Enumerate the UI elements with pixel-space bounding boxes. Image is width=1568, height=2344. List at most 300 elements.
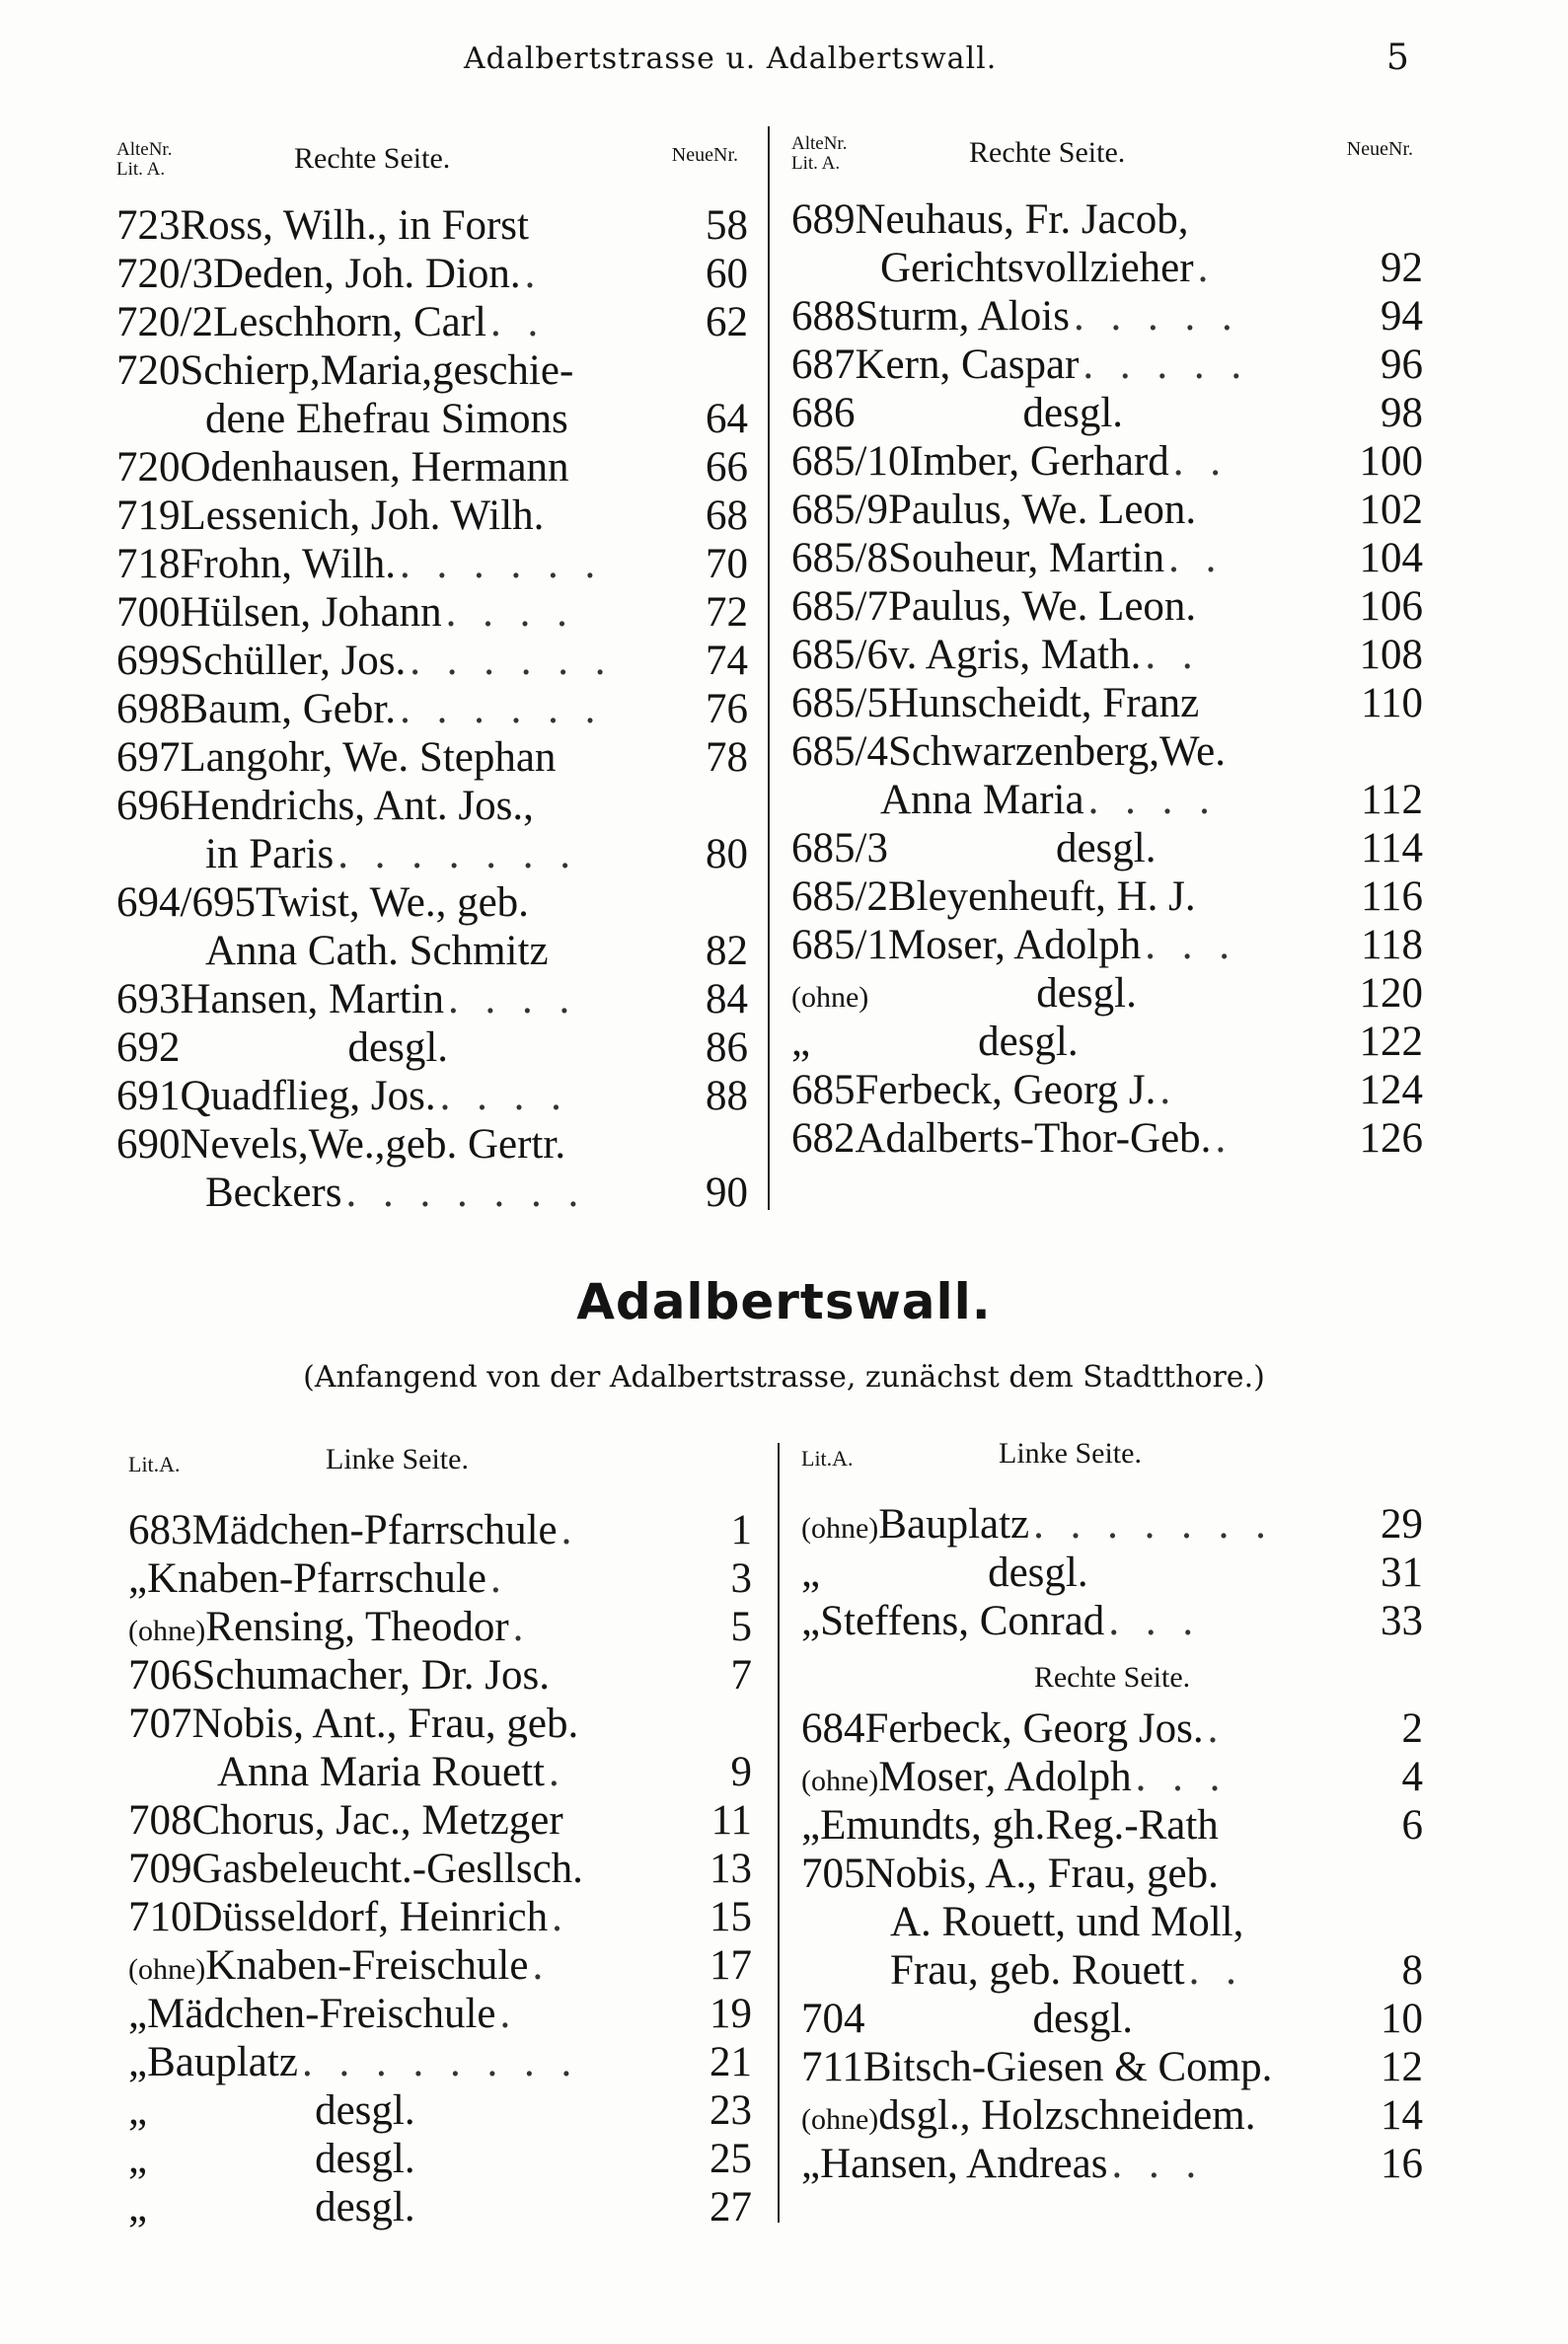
list-item <box>128 1893 752 1941</box>
list-item <box>801 1898 1423 1946</box>
leader-dots: . <box>1215 1115 1234 1162</box>
entry-name: desgl. <box>978 1019 1079 1065</box>
new-number: 13 <box>709 1846 752 1892</box>
list-item <box>128 1603 752 1651</box>
old-number: 709 <box>128 1846 192 1892</box>
side-heading: Rechte Seite. <box>294 142 451 175</box>
column-header <box>116 136 748 201</box>
entry-name: Gasbeleucht.-Gesllsch. <box>191 1846 583 1892</box>
list-item <box>801 1500 1423 1549</box>
new-number: 6 <box>1401 1802 1423 1849</box>
entry-name: Mädchen-Pfarrschule <box>191 1507 558 1553</box>
entry-name: Paulus, We. Leon. <box>887 487 1197 533</box>
new-number: 16 <box>1381 2141 1423 2187</box>
entry-name: Hansen, Andreas <box>820 2141 1108 2187</box>
leader-dots: . . <box>489 299 547 345</box>
new-number: 74 <box>706 638 748 684</box>
old-number: 697 <box>116 734 181 781</box>
entry-name: Frohn, Wilh. <box>180 541 396 587</box>
entry-name: Moser, Adolph <box>878 1754 1132 1800</box>
old-number: 720/2 <box>116 299 213 345</box>
leader-dots: . <box>560 1507 580 1553</box>
entry-name: desgl. <box>988 1550 1088 1596</box>
new-number: 7 <box>730 1652 752 1699</box>
old-number: „ <box>801 1550 821 1596</box>
list-item <box>128 1554 752 1603</box>
entry-name: Quadflieg, Jos. <box>180 1073 436 1119</box>
entry-name: Frau, geb. Rouett <box>890 1947 1185 1994</box>
old-number-heading: AlteNr. Lit. A. <box>791 133 848 174</box>
entry-name: Ferbeck, Georg J. <box>855 1067 1157 1113</box>
entry-list <box>116 201 748 1217</box>
entry-name: Twist, We., geb. <box>255 879 529 926</box>
entry-name: Paulus, We. Leon. <box>887 583 1197 630</box>
entry-name: desgl. <box>347 1024 449 1071</box>
list-item <box>116 830 748 878</box>
new-number: 100 <box>1359 438 1423 485</box>
leader-dots: . . . . . . <box>410 638 614 684</box>
leader-dots: . <box>1197 245 1217 291</box>
old-number: 692 <box>116 1024 181 1071</box>
old-number: 685/7 <box>791 583 888 630</box>
leader-dots: . . . . <box>445 589 575 636</box>
column-header <box>128 1441 752 1506</box>
list-item <box>791 486 1423 534</box>
list-item <box>128 1796 752 1845</box>
entry-name: Leschhorn, Carl <box>212 299 486 345</box>
entry-name: Ferbeck, Georg Jos. <box>864 1705 1204 1752</box>
old-number: 693 <box>116 976 181 1022</box>
old-number: 691 <box>116 1073 181 1119</box>
list-item <box>116 346 748 395</box>
old-number: 700 <box>116 589 181 636</box>
entry-name: Moser, Adolph <box>887 922 1142 968</box>
leader-dots: . <box>499 1991 519 2037</box>
old-number: 699 <box>116 638 181 684</box>
list-item <box>791 437 1423 486</box>
new-number: 11 <box>710 1797 752 1844</box>
old-number: 685/8 <box>791 535 888 581</box>
list-item <box>116 588 748 637</box>
entry-name: Baum, Gebr. <box>180 686 397 732</box>
entry-name: desgl. <box>1022 390 1124 436</box>
entry-name: Hansen, Martin <box>180 976 444 1022</box>
list-item <box>128 2038 752 2086</box>
new-number: 126 <box>1359 1115 1423 1162</box>
old-number: 720 <box>116 347 181 394</box>
list-item <box>801 1704 1423 1753</box>
list-item <box>116 298 748 346</box>
old-number: 687 <box>791 341 856 388</box>
old-number: 720 <box>116 444 181 491</box>
list-item <box>791 389 1423 437</box>
entry-name: Neuhaus, Fr. Jacob, <box>855 196 1189 243</box>
leader-dots: . <box>552 1894 570 1940</box>
old-number: „ <box>128 1991 148 2037</box>
list-item <box>116 491 748 540</box>
entry-name: desgl. <box>1032 1996 1134 2042</box>
new-number: 82 <box>706 928 748 974</box>
entry-name: Bleyenheuft, H. J. <box>887 873 1196 920</box>
list-item <box>116 878 748 927</box>
new-number: 12 <box>1381 2044 1423 2090</box>
new-number: 3 <box>730 1555 752 1602</box>
old-number: 685/2 <box>791 873 888 920</box>
old-number: „ <box>801 1802 821 1849</box>
old-number: 694/695 <box>116 879 256 926</box>
old-number: 718 <box>116 541 181 587</box>
running-head: Adalbertstrasse u. Adalbertswall. <box>464 41 998 76</box>
new-number: 23 <box>709 2087 752 2134</box>
new-number: 60 <box>706 251 748 297</box>
new-number: 106 <box>1359 583 1423 630</box>
new-number: 29 <box>1381 1501 1423 1548</box>
list-item <box>801 1753 1423 1801</box>
leader-dots: . <box>1159 1067 1179 1113</box>
old-number: „ <box>801 1598 821 1644</box>
entry-name: desgl. <box>1055 825 1157 871</box>
list-item <box>128 1845 752 1893</box>
old-number: 705 <box>801 1851 865 1897</box>
list-item <box>116 685 748 733</box>
leader-dots: . <box>532 1942 552 1989</box>
new-number-heading: NeueNr. <box>1346 138 1413 160</box>
new-number: 96 <box>1381 341 1423 388</box>
entry-name: Rensing, Theodor <box>205 1604 509 1650</box>
leader-dots: . <box>524 251 544 297</box>
list-item <box>791 1018 1423 1066</box>
new-number: 124 <box>1359 1067 1423 1113</box>
entry-name: dsgl., Holzschneidem. <box>878 2092 1256 2139</box>
list-item <box>128 2183 752 2231</box>
list-item <box>791 727 1423 776</box>
list-item <box>128 1748 752 1796</box>
list-item <box>791 1114 1423 1163</box>
list-item <box>801 1801 1423 1850</box>
new-number: 66 <box>706 444 748 491</box>
new-number: 120 <box>1359 970 1423 1017</box>
list-item <box>801 2091 1423 2140</box>
list-item <box>791 872 1423 921</box>
new-number: 8 <box>1401 1947 1423 1994</box>
leader-dots: . . <box>1168 535 1225 581</box>
list-item <box>116 733 748 782</box>
new-number: 114 <box>1361 825 1423 871</box>
new-number: 78 <box>706 734 748 781</box>
bottom-right-column <box>801 1435 1423 2188</box>
new-number: 90 <box>706 1170 748 1216</box>
new-number: 72 <box>706 589 748 636</box>
entry-name: Odenhausen, Hermann <box>180 444 569 491</box>
list-item <box>116 540 748 588</box>
entry-name: v. Agris, Math. <box>887 632 1142 678</box>
old-number: 720/3 <box>116 251 213 297</box>
old-number: 707 <box>128 1701 192 1747</box>
entry-name: Adalberts-Thor-Geb. <box>855 1115 1212 1162</box>
entry-name: Bauplatz <box>147 2039 298 2085</box>
entry-name: Anna Cath. Schmitz <box>205 928 549 974</box>
entry-name: desgl. <box>315 2087 415 2134</box>
list-item <box>791 824 1423 872</box>
list-item <box>801 1597 1423 1645</box>
leader-dots: . . . . . . . . <box>301 2039 580 2085</box>
entry-name: Schierp,Maria,geschie- <box>180 347 574 394</box>
old-number: (ohne) <box>128 1953 206 1986</box>
list-item <box>116 395 748 443</box>
old-number: 682 <box>791 1115 856 1162</box>
leader-dots: . <box>512 1604 532 1650</box>
old-number: (ohne) <box>801 2103 879 2136</box>
leader-dots: . . . <box>1111 2141 1205 2187</box>
side-heading: Linke Seite. <box>999 1437 1142 1470</box>
entry-name: Bitsch-Giesen & Comp. <box>862 2044 1273 2090</box>
new-number: 84 <box>706 976 748 1022</box>
side-heading: Linke Seite. <box>326 1443 469 1475</box>
new-number: 98 <box>1381 390 1423 436</box>
leader-dots: . <box>1207 1705 1227 1752</box>
new-number: 10 <box>1381 1996 1423 2042</box>
list-item <box>791 969 1423 1018</box>
new-number: 17 <box>709 1942 752 1989</box>
entry-name: desgl. <box>1036 970 1137 1017</box>
list-item <box>116 1169 748 1217</box>
new-number: 108 <box>1359 632 1423 678</box>
entry-name: Anna Maria Rouett <box>217 1749 545 1795</box>
list-item <box>128 1506 752 1554</box>
entry-name: desgl. <box>315 2136 415 2182</box>
top-right-column <box>791 130 1423 1163</box>
entry-name: Hendrichs, Ant. Jos., <box>180 783 534 829</box>
new-number-heading: NeueNr. <box>671 144 738 166</box>
new-number: 102 <box>1359 487 1423 533</box>
new-number: 21 <box>709 2039 752 2085</box>
new-number: 86 <box>706 1024 748 1071</box>
old-number: 698 <box>116 686 181 732</box>
new-number: 80 <box>706 831 748 877</box>
old-number: (ohne) <box>128 1615 206 1647</box>
leader-dots: . . <box>1145 632 1201 678</box>
old-number: 686 <box>791 390 856 436</box>
old-number: „ <box>128 2184 148 2231</box>
old-number: 685/5 <box>791 680 888 726</box>
old-number: 688 <box>791 293 856 340</box>
list-item <box>791 921 1423 969</box>
list-item <box>116 927 748 975</box>
entry-name: Nobis, Ant., Frau, geb. <box>191 1701 579 1747</box>
new-number: 15 <box>709 1894 752 1940</box>
list-item <box>801 1850 1423 1898</box>
list-item <box>791 679 1423 727</box>
new-number: 5 <box>730 1604 752 1650</box>
new-number: 116 <box>1361 873 1423 920</box>
new-number: 31 <box>1381 1550 1423 1596</box>
old-number: (ohne) <box>791 981 869 1014</box>
entry-list <box>801 1704 1423 2188</box>
entry-name: Schwarzenberg,We. <box>887 728 1226 775</box>
old-number: 708 <box>128 1797 192 1844</box>
entry-list <box>791 195 1423 1163</box>
new-number: 104 <box>1359 535 1423 581</box>
entry-name: in Paris <box>205 831 335 877</box>
old-number: (ohne) <box>801 1765 879 1797</box>
new-number: 68 <box>706 492 748 539</box>
entry-name: Emundts, gh.Reg.-Rath <box>820 1802 1219 1849</box>
leader-dots: . <box>489 1555 509 1602</box>
old-number: 683 <box>128 1507 192 1553</box>
new-number: 27 <box>709 2184 752 2231</box>
new-number: 33 <box>1381 1598 1423 1644</box>
list-item <box>791 534 1423 582</box>
leader-dots: . . . <box>1135 1754 1229 1800</box>
new-number: 58 <box>706 202 748 249</box>
list-item <box>801 2140 1423 2188</box>
list-item <box>801 1549 1423 1597</box>
old-number: „ <box>128 1555 148 1602</box>
leader-dots: . . <box>1172 438 1230 485</box>
list-item <box>791 582 1423 631</box>
list-item <box>791 244 1423 292</box>
new-number: 2 <box>1401 1705 1423 1752</box>
list-item <box>791 340 1423 389</box>
new-number: 62 <box>706 299 748 345</box>
entry-name: desgl. <box>315 2184 415 2231</box>
old-number-heading: AlteNr. Lit. A. <box>116 139 173 180</box>
list-item <box>116 443 748 491</box>
old-number: 685/10 <box>791 438 910 485</box>
list-item <box>128 2086 752 2135</box>
list-item <box>116 1072 748 1120</box>
new-number: 4 <box>1401 1754 1423 1800</box>
list-item <box>801 1995 1423 2043</box>
entry-name: Deden, Joh. Dion. <box>212 251 521 297</box>
entry-name: Lessenich, Joh. Wilh. <box>180 492 545 539</box>
right-side-subheading: Rechte Seite. <box>1033 1661 1191 1694</box>
old-number: 685/9 <box>791 487 888 533</box>
list-item <box>128 1941 752 1990</box>
list-item <box>116 1023 748 1072</box>
new-number: 122 <box>1359 1019 1423 1065</box>
leader-dots: . . . . . <box>1083 341 1250 388</box>
page-number: 5 <box>1386 38 1409 78</box>
top-left-column <box>116 136 748 1217</box>
entry-name: Nevels,We.,geb. Gertr. <box>180 1121 566 1168</box>
leader-dots: . . . . <box>448 976 578 1022</box>
list-item <box>116 782 748 830</box>
list-item <box>791 292 1423 340</box>
new-number: 25 <box>709 2136 752 2182</box>
entry-name: Knaben-Freischule <box>205 1942 529 1989</box>
entry-name: Souheur, Martin <box>887 535 1165 581</box>
entry-name: Langohr, We. Stephan <box>180 734 557 781</box>
side-heading: Rechte Seite. <box>969 136 1126 169</box>
section-subtitle: (Anfangend von der Adalbertstrasse, zunächst dem Stadtthore.) <box>303 1360 1265 1395</box>
leader-dots: . . . . . . . <box>345 1170 587 1216</box>
leader-dots: . <box>548 1749 567 1795</box>
old-number: „ <box>791 1019 811 1065</box>
new-number: 19 <box>709 1991 752 2037</box>
old-number: 710 <box>128 1894 192 1940</box>
old-number: 711 <box>801 2044 863 2090</box>
leader-dots: . . . . . . <box>399 541 604 587</box>
list-item <box>791 631 1423 679</box>
entry-name: Mädchen-Freischule <box>147 1991 496 2037</box>
old-number: „ <box>128 2087 148 2134</box>
old-number: 696 <box>116 783 181 829</box>
new-number: 118 <box>1361 922 1423 968</box>
old-number: „ <box>128 2039 148 2085</box>
new-number: 92 <box>1381 245 1423 291</box>
list-item <box>801 1946 1423 1995</box>
entry-name: A. Rouett, und Moll, <box>890 1899 1244 1945</box>
old-number: 685 <box>791 1067 856 1113</box>
new-number: 9 <box>730 1749 752 1795</box>
entry-name: Ross, Wilh., in Forst <box>180 202 529 249</box>
new-number: 110 <box>1361 680 1423 726</box>
list-item <box>791 776 1423 824</box>
old-number: 685/3 <box>791 825 888 871</box>
entry-name: Düsseldorf, Heinrich <box>191 1894 549 1940</box>
list-item <box>116 250 748 298</box>
column-divider <box>778 1443 780 2223</box>
old-number: „ <box>801 2141 821 2187</box>
new-number: 1 <box>730 1507 752 1553</box>
column-header <box>791 130 1423 195</box>
leader-dots: . . . . . . <box>400 686 604 732</box>
entry-name: Chorus, Jac., Metzger <box>191 1797 563 1844</box>
leader-dots: . . . . <box>439 1073 569 1119</box>
old-number: 685/4 <box>791 728 888 775</box>
old-number: 719 <box>116 492 181 539</box>
leader-dots: . . . . . . . <box>337 831 578 877</box>
new-number: 88 <box>706 1073 748 1119</box>
new-number: 94 <box>1381 293 1423 340</box>
old-number: „ <box>128 2136 148 2182</box>
leader-dots: . . . . . <box>1073 293 1240 340</box>
lit-heading: Lit.A. <box>801 1446 854 1471</box>
list-item <box>116 201 748 250</box>
new-number: 112 <box>1361 777 1423 823</box>
list-item <box>791 1066 1423 1114</box>
leader-dots: . . . . <box>1087 777 1218 823</box>
column-header <box>801 1435 1423 1500</box>
list-item <box>791 195 1423 244</box>
new-number: 76 <box>706 686 748 732</box>
list-item <box>116 1120 748 1169</box>
list-item <box>116 975 748 1023</box>
old-number: 685/6 <box>791 632 888 678</box>
entry-name: Anna Maria <box>880 777 1084 823</box>
old-number: 704 <box>801 1996 865 2042</box>
entry-list <box>128 1506 752 2231</box>
list-item <box>128 1651 752 1700</box>
list-item <box>128 1700 752 1748</box>
old-number: 690 <box>116 1121 181 1168</box>
entry-name: Bauplatz <box>878 1501 1030 1548</box>
entry-name: Kern, Caspar <box>855 341 1080 388</box>
bottom-left-column <box>128 1441 752 2231</box>
new-number: 14 <box>1381 2092 1423 2139</box>
leader-dots: . . . . . . . <box>1033 1501 1274 1548</box>
list-item <box>116 637 748 685</box>
list-item <box>128 1990 752 2038</box>
old-number: 706 <box>128 1652 192 1699</box>
entry-list <box>801 1500 1423 1645</box>
entry-name: Steffens, Conrad <box>820 1598 1105 1644</box>
old-number: 685/1 <box>791 922 888 968</box>
old-number: (ohne) <box>801 1512 879 1545</box>
entry-name: Hülsen, Johann <box>180 589 442 636</box>
new-number: 70 <box>706 541 748 587</box>
